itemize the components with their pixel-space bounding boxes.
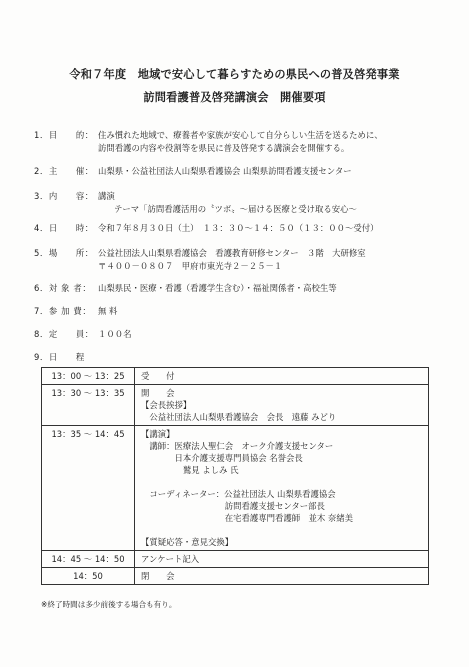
item-text: 無 料: [98, 306, 118, 316]
item-label: 1．目 的：: [34, 130, 94, 140]
schedule-content-line: 受 付: [141, 371, 175, 381]
schedule-content-line: 【質疑応答・意見交換】: [141, 537, 234, 547]
schedule-row: [42, 551, 429, 568]
schedule-time: [42, 568, 135, 585]
schedule-time-text: 13：00 ～ 13：25: [51, 371, 125, 381]
schedule-time-text: 14：50: [73, 571, 103, 581]
item-label: 7．参 加 費：: [34, 306, 92, 316]
schedule-content-line: 【講演】: [141, 429, 175, 439]
schedule-content-line: アンケート記入: [141, 554, 200, 564]
item-label: 9．日 程: [34, 352, 85, 362]
schedule-content: [135, 368, 429, 385]
schedule-table: [41, 367, 429, 585]
schedule-time: [42, 551, 135, 568]
schedule-row: [42, 568, 429, 585]
item-text: 山梨県・公益社団法人山梨県看護協会 山梨県訪問看護支援センター: [98, 166, 352, 176]
schedule-time-text: 13：30 ～ 13：35: [51, 388, 125, 398]
item-text: 〒４００－０８０７ 甲府市東光寺２－２５－１: [98, 261, 283, 271]
schedule-content-line: コーディネーター：公益社団法人 山梨県看護協会: [141, 489, 336, 499]
schedule-content-line: 鷲見 よしみ 氏: [141, 465, 239, 475]
schedule-content-line: 在宅看護専門看護師 並木 奈緒美: [141, 513, 354, 523]
schedule-content-line: [141, 524, 428, 536]
footnote: ※終了時間は多少前後する場合も有り。: [41, 600, 177, 609]
schedule-content-line: 閉 会: [141, 571, 175, 581]
item-text: 令和７年８月３０日（土） １３：３０～１４：５０（１３：００～受付）: [98, 223, 379, 233]
schedule-content-line: 【会長挨拶】: [141, 400, 192, 410]
schedule-content-line: [141, 476, 428, 488]
schedule-content-line: 公益社団法人山梨県看護協会 会長 遠藤 みどり: [141, 412, 337, 422]
item-label: 2．主 催：: [34, 166, 94, 176]
schedule-content: [135, 426, 429, 551]
title-line-1: 令和７年度 地域で安心して暮らすための県民への普及啓発事業: [69, 68, 400, 81]
schedule-time-text: 13：35 ～ 14：45: [51, 429, 125, 439]
title-line-2: 訪問看護普及啓発講演会 開催要項: [143, 91, 326, 104]
schedule-time: [42, 385, 135, 426]
item-label: 3．内 容：: [34, 191, 94, 201]
item-text: 山梨県民・医療・看護（看護学生含む）・福祉関係者・高校生等: [98, 283, 337, 293]
schedule-row: [42, 385, 429, 426]
item-label: 6．対 象 者：: [34, 283, 92, 293]
schedule-time: [42, 426, 135, 551]
item-label: 4．日 時：: [34, 223, 94, 233]
schedule-time-text: 14：45 ～ 14：50: [51, 554, 125, 564]
schedule-content-line: 訪問看護支援センター部長: [141, 501, 325, 511]
schedule-content-line: 講師：医療法人聖仁会 オーク介護支援センター: [141, 441, 334, 451]
item-text: 公益社団法人山梨県看護協会 看護教育研修センター ３階 大研修室: [98, 248, 366, 258]
item-label: 8．定 員：: [34, 329, 94, 339]
schedule-time: [42, 368, 135, 385]
item-text: 講演: [98, 191, 115, 201]
item-text: １００名: [98, 329, 132, 339]
schedule-content: [135, 551, 429, 568]
item-text: テーマ「訪問看護活用の〝ツボ〟～届ける医療と受け取る安心～: [114, 204, 357, 214]
item-text: 訪問看護の内容や役割等を県民に普及啓発する講演会を開催する。: [98, 143, 350, 153]
item-text: 住み慣れた地域で、療養者や家族が安心して自分らしい生活を送るために、: [98, 130, 383, 140]
schedule-row: [42, 426, 429, 551]
schedule-content: [135, 568, 429, 585]
schedule-content-line: 日本介護支援専門員協会 名誉会長: [141, 453, 303, 463]
schedule-content-line: 開 会: [141, 388, 175, 398]
schedule-content: [135, 385, 429, 426]
schedule-row: [42, 368, 429, 385]
item-label: 5．場 所：: [34, 248, 94, 258]
